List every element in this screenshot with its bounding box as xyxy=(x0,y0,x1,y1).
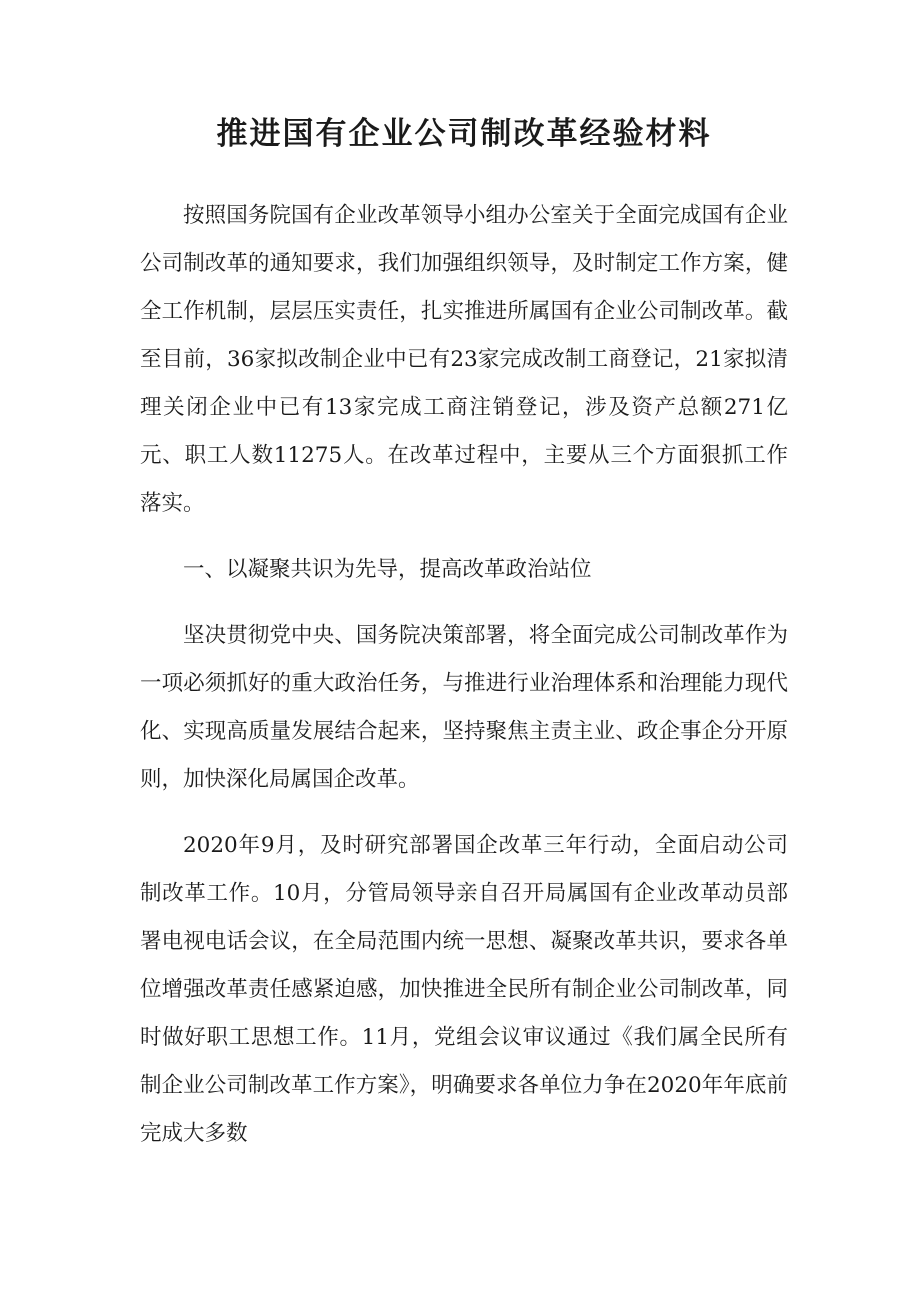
body-paragraph: 坚决贯彻党中央、国务院决策部署，将全面完成公司制改革作为一项必须抓好的重大政治任务，与推进行业治理体系和治理能力现代化、实现高质量发展结合起来，坚持聚焦主责主业、政企事企分开原则，加快深化局属国企改革。 xyxy=(140,623,788,792)
document-title: 推进国有企业公司制改革经验材料 xyxy=(216,116,712,152)
body-paragraph: 2020年9月，及时研究部署国企改革三年行动，全面启动公司制改革工作。10月，分管局领导亲自召开局属国有企业改革动员部署电视电话会议，在全局范围内统一思想、凝聚改革共识，要求各单位增强改革责任感紧迫感，加快推进全民所有制企业公司制改革，同时做好职工思想工作。11月，党组会议审议通过《我们属全民所有制企业公司制改革工作方案》，明确要求各单位力争在2020年年底前完成大多数 xyxy=(140,833,788,1146)
intro-paragraph: 按照国务院国有企业改革领导小组办公室关于全面完成国有企业公司制改革的通知要求，我们加强组织领导，及时制定工作方案，健全工作机制，层层压实责任，扎实推进所属国有企业公司制改革。截至目前，36家拟改制企业中已有23家完成改制工商登记，21家拟清理关闭企业中已有13家完成工商注销登记，涉及资产总额271亿元、职工人数11275人。在改革过程中，主要从三个方面狠抓工作落实。 xyxy=(140,203,788,516)
document-page xyxy=(140,0,788,1158)
section-heading: 一、以凝聚共识为先导，提高改革政治站位 xyxy=(183,557,592,582)
